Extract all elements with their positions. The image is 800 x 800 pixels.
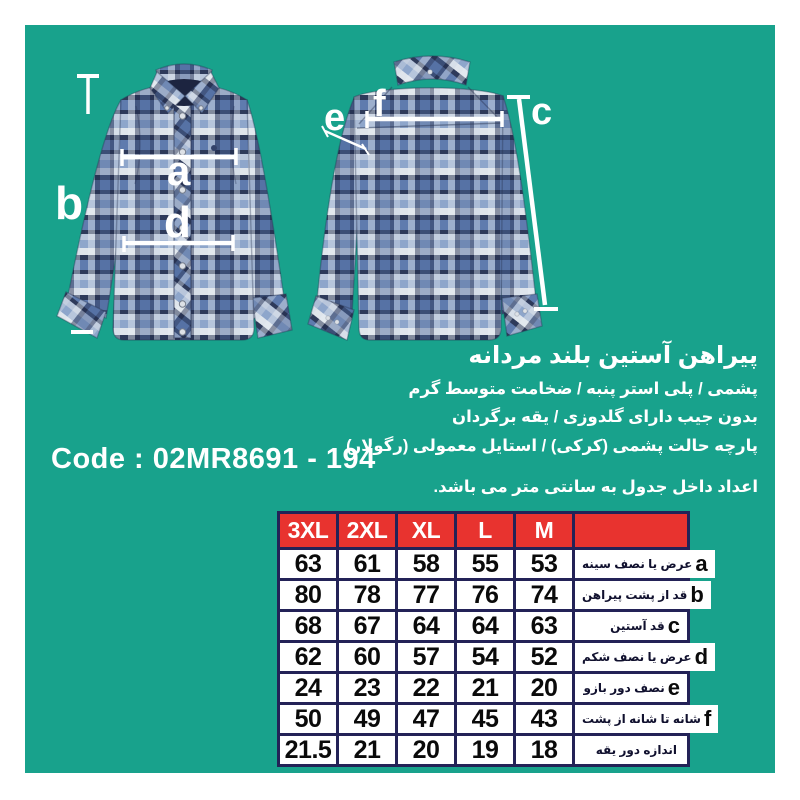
size-cell: 77 bbox=[398, 581, 454, 609]
size-row-b bbox=[280, 580, 704, 609]
measure-label-e: e bbox=[324, 97, 346, 139]
size-cell: 63 bbox=[516, 612, 572, 640]
col-header-m: M bbox=[516, 514, 572, 547]
size-cell: 24 bbox=[280, 674, 336, 702]
size-row-a bbox=[280, 549, 708, 578]
row-label-f bbox=[575, 705, 718, 733]
row-label-d bbox=[575, 643, 715, 671]
row-letter: a bbox=[695, 551, 708, 576]
size-row-e bbox=[280, 674, 687, 702]
size-cell: 58 bbox=[398, 550, 454, 578]
shirt-diagram bbox=[0, 0, 800, 360]
measure-label-c: c bbox=[531, 91, 553, 133]
row-label-text: قد آستین bbox=[610, 619, 665, 633]
row-letter: e bbox=[667, 675, 680, 700]
size-cell: 18 bbox=[516, 736, 572, 764]
col-header-2xl: 2XL bbox=[339, 514, 395, 547]
row-label-collar bbox=[575, 736, 687, 764]
size-cell: 20 bbox=[516, 674, 572, 702]
row-letter: d bbox=[694, 644, 709, 669]
row-label-text: قد از پشت پیراهن bbox=[582, 588, 688, 602]
col-header-3xl: 3XL bbox=[280, 514, 336, 547]
size-table-header bbox=[280, 514, 687, 547]
size-cell: 20 bbox=[398, 736, 454, 764]
size-cell: 60 bbox=[339, 643, 395, 671]
size-cell: 80 bbox=[280, 581, 336, 609]
row-label-text: عرض یا نصف سینه bbox=[582, 557, 693, 571]
size-cell: 67 bbox=[339, 612, 395, 640]
spec-line-3: پارچه حالت پشمی (کرکی) / استایل معمولی (رگولار) bbox=[346, 437, 758, 455]
product-code: Code : 02MR8691 - 194 bbox=[51, 443, 376, 475]
product-title: پیراهن آستین بلند مردانه bbox=[468, 342, 758, 369]
col-header-xl: XL bbox=[398, 514, 454, 547]
size-row-c bbox=[280, 612, 687, 640]
row-label-text: نصف دور بازو bbox=[583, 681, 665, 695]
size-cell: 21 bbox=[457, 674, 513, 702]
size-row-d bbox=[280, 642, 709, 671]
size-cell: 76 bbox=[457, 581, 513, 609]
row-label-b bbox=[575, 581, 711, 609]
size-cell: 63 bbox=[280, 550, 336, 578]
measure-label-d: d bbox=[164, 198, 191, 247]
row-label-e bbox=[575, 674, 687, 702]
measure-label-b: b bbox=[55, 177, 84, 229]
row-label-text: عرض یا نصف شکم bbox=[582, 650, 692, 664]
size-cell: 62 bbox=[280, 643, 336, 671]
spec-line-1: پشمی / پلی استر پنبه / ضخامت متوسط گرم bbox=[408, 380, 758, 398]
measure-label-a: a bbox=[167, 147, 191, 194]
row-letter: f bbox=[703, 706, 712, 731]
size-cell: 52 bbox=[516, 643, 572, 671]
size-cell: 22 bbox=[398, 674, 454, 702]
size-cell: 21.5 bbox=[280, 736, 336, 764]
spec-line-2: بدون جیب دارای گلدوزی / یقه برگردان bbox=[452, 408, 758, 426]
row-label-c bbox=[575, 612, 687, 640]
size-cell: 64 bbox=[398, 612, 454, 640]
size-cell: 50 bbox=[280, 705, 336, 733]
size-cell: 19 bbox=[457, 736, 513, 764]
size-cell: 49 bbox=[339, 705, 395, 733]
size-cell: 78 bbox=[339, 581, 395, 609]
size-cell: 64 bbox=[457, 612, 513, 640]
size-cell: 57 bbox=[398, 643, 454, 671]
size-cell: 23 bbox=[339, 674, 395, 702]
size-row-collar bbox=[280, 736, 687, 764]
size-cell: 45 bbox=[457, 705, 513, 733]
measure-label-f: f bbox=[373, 83, 386, 125]
size-cell: 47 bbox=[398, 705, 454, 733]
size-cell: 55 bbox=[457, 550, 513, 578]
row-label-text: شانه تا شانه از پشت bbox=[582, 712, 701, 726]
size-cell: 61 bbox=[339, 550, 395, 578]
row-label-text: اندازه دور یقه bbox=[595, 743, 677, 757]
size-cell: 74 bbox=[516, 581, 572, 609]
size-cell: 21 bbox=[339, 736, 395, 764]
chest-logo bbox=[211, 145, 217, 151]
size-cell: 43 bbox=[516, 705, 572, 733]
size-cell: 53 bbox=[516, 550, 572, 578]
col-header-l: L bbox=[457, 514, 513, 547]
row-label-a bbox=[575, 550, 715, 578]
row-letter: b bbox=[690, 582, 704, 607]
size-row-f bbox=[280, 704, 712, 733]
row-letter: c bbox=[667, 613, 680, 638]
size-cell: 68 bbox=[280, 612, 336, 640]
size-table bbox=[277, 511, 712, 767]
size-cell: 54 bbox=[457, 643, 513, 671]
units-note: اعداد داخل جدول به سانتی متر می باشد. bbox=[433, 478, 758, 496]
col-header-measure bbox=[575, 514, 687, 547]
